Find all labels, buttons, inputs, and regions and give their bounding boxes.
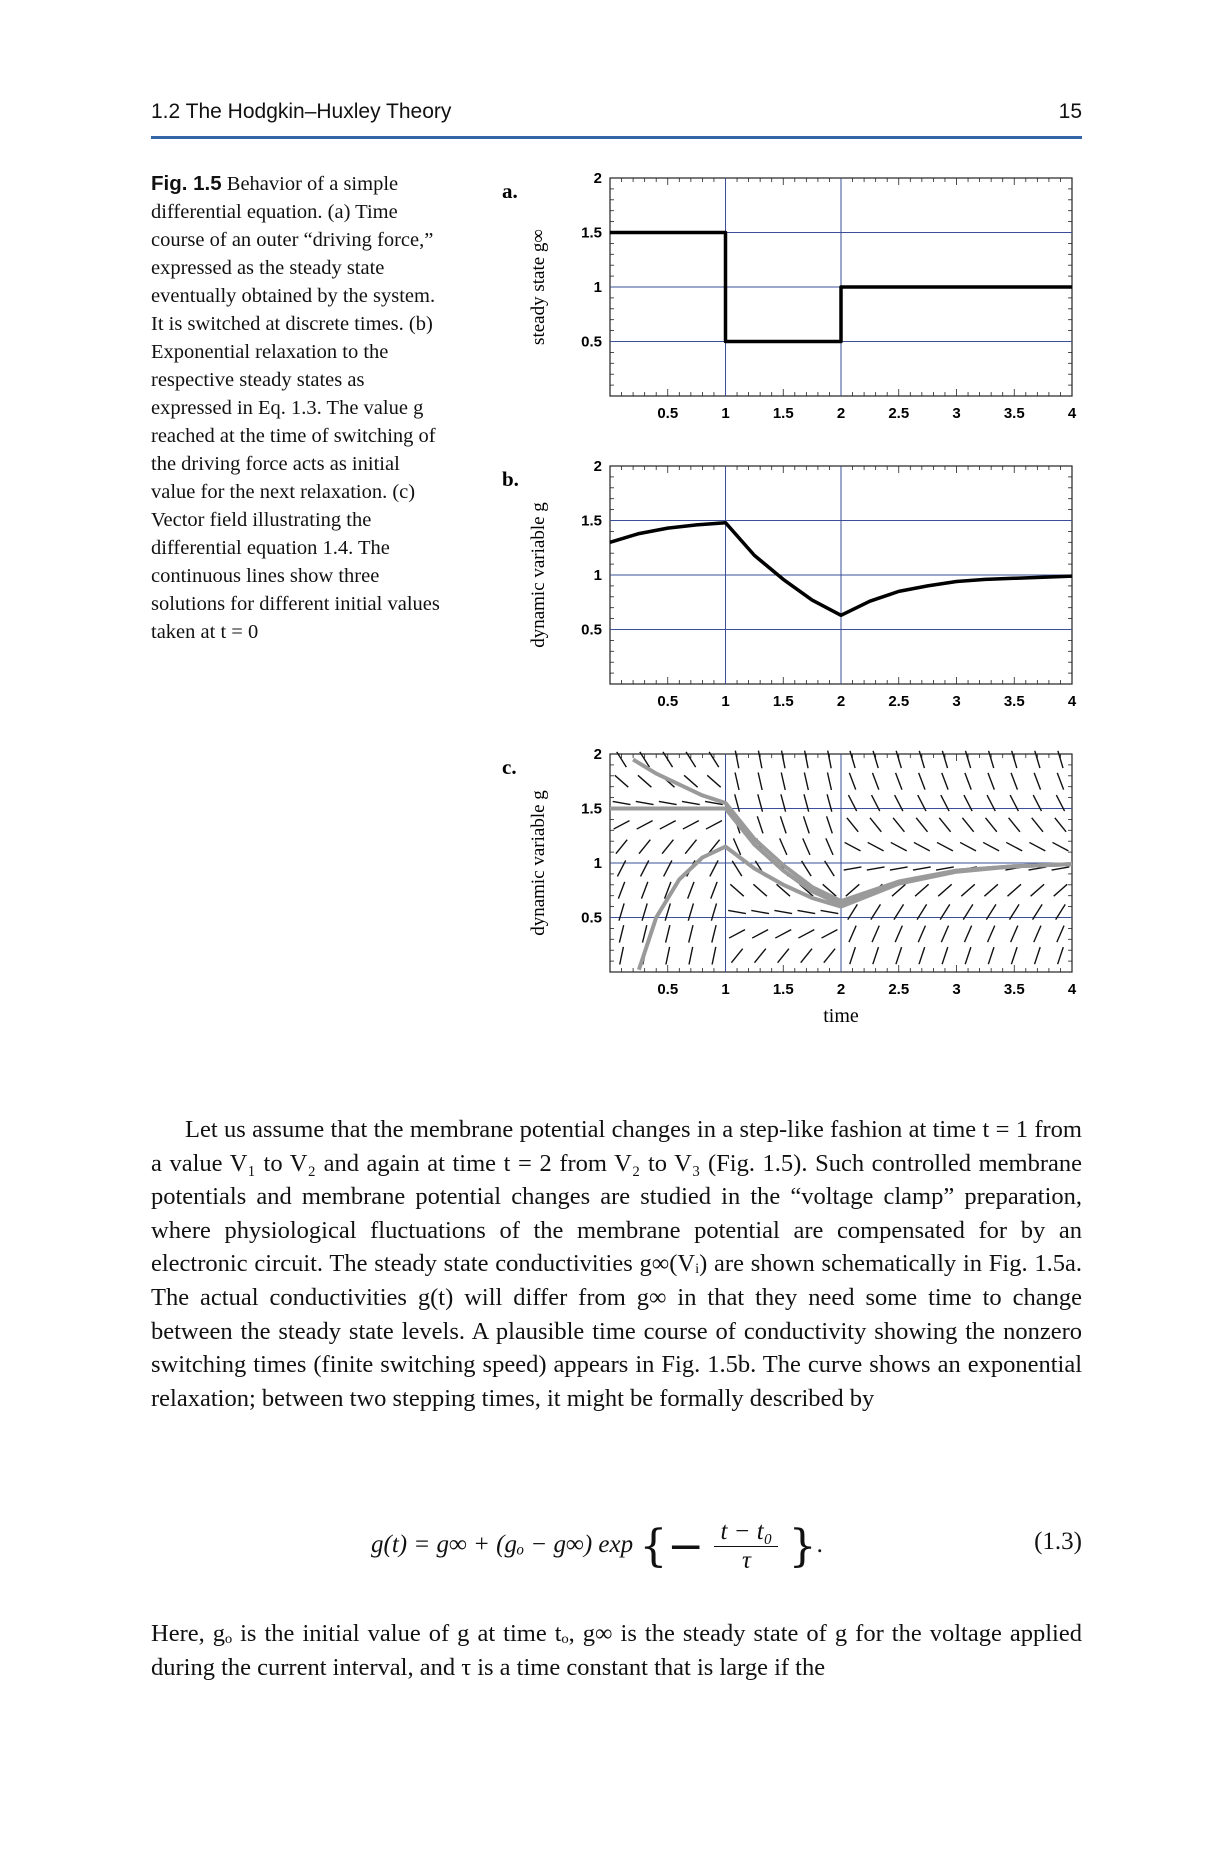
vector-mark [620,947,624,965]
x-tick-label: 1 [721,405,730,422]
vector-mark [941,926,948,943]
vector-mark [641,882,647,899]
vector-mark [1008,884,1021,896]
vector-mark [938,884,951,896]
vector-mark [729,930,745,938]
vector-mark [965,773,971,790]
x-tick-label: 1.5 [772,405,794,422]
vector-mark [616,840,627,854]
vector-mark [821,910,839,913]
vector-mark [707,775,720,787]
figure-caption [151,170,446,646]
vector-mark [614,821,630,829]
vector-mark [939,818,950,832]
vector-mark [804,816,810,833]
x-tick-label: 2 [836,405,846,422]
right-brace: } [788,1521,817,1572]
vector-mark [1009,818,1020,832]
figure-svg [480,160,1100,1070]
vector-mark [751,910,769,913]
vector-mark [613,801,631,804]
x-tick-label: 1 [721,693,730,710]
left-brace: {− [639,1521,705,1572]
caption-text: Behavior of a simple differential equation. (a) Time course of an outer “driving force,” expressed as the steady state eventually obtained by the system. It is switched at discrete times. (b) Exponential relaxation to the respective steady states as expressed in Eq. 1.3. The value g reached at the time of switching of the driving force acts as initial value for the next relaxation. (c) Vector field illustrating the differential equation 1.4. The continuous lines show three solutions for different initial values taken at t = 0 [151,173,440,643]
vector-mark [1034,773,1040,790]
vector-mark [868,842,884,850]
vector-mark [781,794,786,811]
figure-1-5 [480,160,1100,1070]
vector-mark [682,801,700,804]
x-tick-label: 3.5 [1003,405,1025,422]
vector-mark [752,930,768,938]
vector-mark [774,910,792,913]
x-tick-label: 0.5 [657,405,679,422]
x-tick-label: 1.5 [772,981,794,998]
vector-mark [1032,818,1043,832]
x-tick-label: 3 [952,981,961,998]
vector-mark [962,818,973,832]
vector-mark [1052,842,1068,850]
panel-label: a. [502,179,518,203]
x-tick-label: 2.5 [888,405,910,422]
vector-mark [712,947,716,965]
vector-mark [1011,947,1017,964]
y-tick-label: 2 [593,458,602,475]
vector-mark [914,842,930,850]
vector-mark [1052,867,1070,870]
vector-mark [824,949,835,963]
vector-mark [1035,947,1041,964]
vector-mark [758,772,762,790]
vector-mark [662,840,673,854]
vector-mark [778,949,789,963]
vector-mark [615,775,628,787]
vector-mark [735,772,739,790]
vector-mark [988,773,994,790]
y-axis-label: dynamic variable g [528,790,549,936]
vector-mark [639,840,650,854]
vector-mark [637,821,653,829]
vector-mark [780,838,787,855]
vector-mark [797,910,815,913]
vector-mark [1006,842,1022,850]
vector-mark [827,794,832,811]
vector-mark [618,882,624,899]
vector-mark [964,926,971,943]
equation-1-3 [151,1510,1082,1580]
vector-mark [780,816,786,833]
fraction-numerator: t − t₀ [714,1518,778,1547]
y-tick-label: 1 [593,855,602,872]
vector-mark [665,903,670,920]
vector-mark [728,910,746,913]
vector-mark [965,947,971,964]
vector-mark [821,930,837,938]
vector-mark [985,818,996,832]
vector-mark [642,903,647,920]
x-tick-label: 2 [836,693,846,710]
vector-mark [919,947,925,964]
vector-mark [872,926,879,943]
vector-mark [804,794,809,811]
x-tick-label: 3 [952,693,961,710]
vector-mark [683,821,699,829]
vector-mark [757,816,763,833]
equation-fraction [714,1518,778,1575]
vector-mark [753,884,766,896]
y-tick-label: 1.5 [581,224,602,242]
x-tick-label: 3.5 [1003,981,1025,998]
x-tick-label: 3.5 [1003,693,1025,710]
vector-mark [801,949,812,963]
vector-mark [844,867,862,870]
y-tick-label: 0.5 [581,621,602,639]
vector-mark [804,772,808,790]
figure-label: Fig. 1.5 [151,172,222,195]
vector-mark [688,903,693,920]
equation-body: g(t) = g∞ + (gₒ − g∞) exp {− $\frac{\text{t − t₀}}{\tau}$ }. [371,1518,823,1574]
x-tick-label: 0.5 [657,693,679,710]
equation-lhs: g(t) = g∞ + (gₒ − g∞) exp [371,1531,634,1559]
body-paragraph-2 [151,1617,1082,1684]
vector-mark [827,816,833,833]
vector-mark [870,818,881,832]
equation-number: (1.3) [1034,1528,1082,1555]
vector-mark [659,801,677,804]
y-tick-label: 1.5 [581,512,602,530]
vector-mark [660,821,676,829]
vector-mark [775,930,791,938]
y-tick-label: 0.5 [581,333,602,351]
y-tick-label: 1 [593,279,602,296]
body-paragraph [151,1113,1082,1415]
vector-mark [873,947,879,964]
vector-mark [758,751,761,769]
y-axis-label: steady state g∞ [528,229,549,345]
vector-mark [891,842,907,850]
vector-mark [867,867,885,870]
vector-mark [896,773,902,790]
x-tick-label: 4 [1067,405,1077,422]
y-tick-label: 1.5 [581,800,602,818]
vector-mark [919,773,925,790]
x-tick-label: 4 [1067,981,1077,998]
vector-mark [805,751,808,769]
panel-label: c. [502,755,517,779]
x-tick-label: 2.5 [888,693,910,710]
vector-mark [730,884,743,896]
vector-mark [960,842,976,850]
vector-mark [895,926,902,943]
vector-mark [712,925,716,942]
section-title: 1.2 The Hodgkin–Huxley Theory [151,100,452,123]
vector-mark [684,775,697,787]
vector-mark [688,882,694,899]
vector-mark [1055,818,1066,832]
vector-mark [896,947,902,964]
vector-mark [689,925,693,942]
vector-mark [918,926,925,943]
vector-mark [1011,773,1017,790]
vector-mark [850,947,856,964]
paragraph-2: Here, gₒ is the initial value of g at time tₒ, g∞ is the steady state of g for the voltage applied during the current interval, and τ is a time constant that is large if the [151,1620,1082,1681]
vector-mark [988,947,994,964]
x-tick-label: 1.5 [772,693,794,710]
vector-mark [915,884,928,896]
running-head [151,96,1082,139]
paragraph-1: Let us assume that the membrane potential changes in a step-like fashion at time t = 1 from a value V₁ to V₂ and again at time t = 2 from V₂ to V₃ (Fig. 1.5). Such controlled membrane potentials and membrane potential changes are studied in the “voltage clamp” preparation, where physiological fluctuations of the membrane potential are compensated for by an electronic circuit. The steady state conductivities g∞(Vᵢ) are shown schematically in Fig. 1.5a. The actual conductivities g(t) will differ from g∞ in that they need some time to change between the steady state levels. A plausible time course of conductivity showing the nonzero switching times (finite switching speed) appears in Fig. 1.5b. The curve shows an exponential relaxation; between two stepping times, it might be formally described by [151,1116,1082,1412]
y-axis-label: dynamic variable g [528,502,549,648]
vector-mark [803,838,810,855]
vector-mark [619,903,624,920]
vector-mark [827,772,831,790]
y-tick-label: 1 [593,567,602,584]
vector-mark [916,818,927,832]
vector-mark [937,842,953,850]
x-tick-label: 4 [1067,693,1077,710]
x-tick-label: 0.5 [657,981,679,998]
vector-mark [638,775,651,787]
vector-mark [642,925,646,942]
x-tick-label: 1 [721,981,730,998]
vector-mark [942,947,948,964]
vector-mark [619,925,623,942]
vector-mark [735,751,738,769]
vector-mark [1057,926,1064,943]
vector-mark [798,930,814,938]
vector-mark [890,867,908,870]
vector-mark [1034,926,1041,943]
y-tick-label: 0.5 [581,909,602,927]
vector-mark [1058,947,1064,964]
vector-mark [1029,842,1045,850]
page-number: 15 [1058,100,1082,123]
y-tick-label: 2 [593,746,602,763]
vector-mark [782,751,785,769]
vector-mark [1054,884,1067,896]
vector-mark [942,773,948,790]
x-tick-label: 2.5 [888,981,910,998]
vector-mark [666,947,670,965]
vector-mark [754,949,765,963]
vector-mark [685,840,696,854]
vector-mark [781,772,785,790]
vector-mark [845,842,861,850]
vector-mark [828,751,831,769]
vector-mark [847,818,858,832]
vector-mark [872,773,878,790]
vector-mark [711,882,717,899]
vector-mark [711,903,716,920]
vector-mark [849,926,856,943]
x-tick-label: 2 [836,981,846,998]
vector-mark [961,884,974,896]
fraction-denominator: τ [741,1547,751,1574]
vector-mark [735,794,740,811]
vector-mark [1031,884,1044,896]
vector-mark [936,867,954,870]
vector-mark [1057,773,1063,790]
x-tick-label: 3 [952,405,961,422]
vector-mark [913,867,931,870]
vector-mark [984,884,997,896]
vector-mark [826,838,833,855]
vector-mark [758,794,763,811]
vector-mark [706,821,722,829]
vector-mark [666,925,670,942]
vector-mark [731,949,742,963]
x-axis-label: time [823,1005,859,1027]
vector-mark [636,801,654,804]
panel-label: b. [502,467,519,491]
vector-mark [983,842,999,850]
y-tick-label: 2 [593,170,602,187]
vector-mark [849,773,855,790]
vector-mark [988,926,995,943]
vector-mark [893,818,904,832]
vector-mark [689,947,693,965]
vector-mark [1011,926,1018,943]
